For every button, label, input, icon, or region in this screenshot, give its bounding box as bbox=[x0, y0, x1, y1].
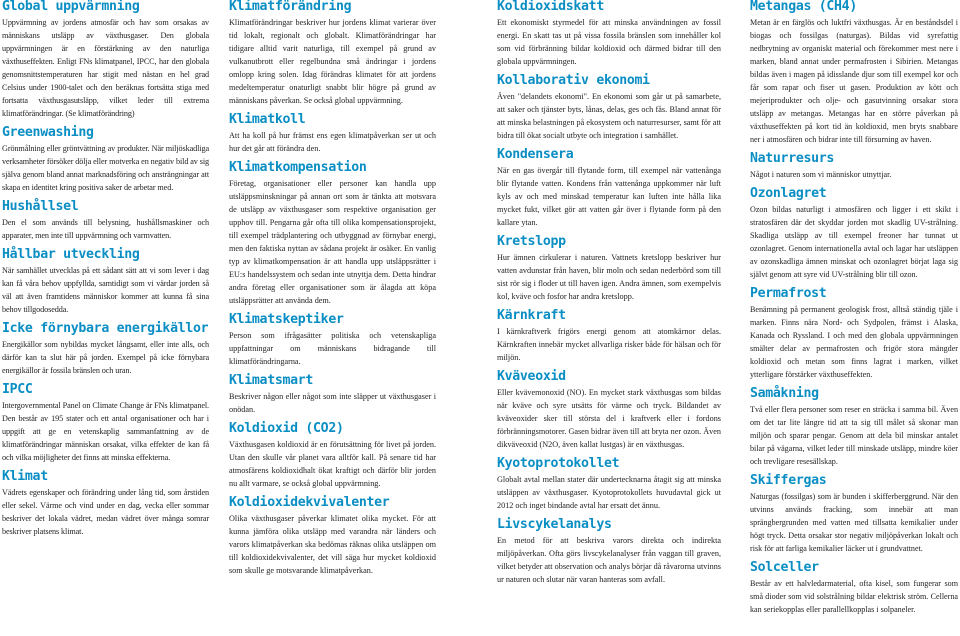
entry-text: I kärnkraftverk frigörs energi genom att atomkärnor delas. Kärnkraften innebär mycket allvarliga risker både för hälsan och för miljön. bbox=[497, 327, 721, 362]
entry-text: Benämning på permanent geologisk frost, alltså ständig tjäle i marken. Finns nära Nord- och Sydpolen, främst i Alaska, Kanada och Ryssland. I och med den globala uppvärmningen smälter delar av permafrosten och frigör stora mängder koldioxid och metan som finns lagrat i marken, vilket ytterligare förstärker växthuseffekten. bbox=[750, 305, 958, 379]
glossary-column-3 bbox=[497, 0, 721, 592]
entry-text: Ozon bildas naturligt i atmosfären och ligger i ett skikt i stratosfären där det skyddar jorden mot skadlig UV-strålning. Skadliga utsläpp av till exempel freoner har tunnat ut ozonlagret. Genom internationella avtal och lagar har utsläppen av ozonskadliga ämnen minskat och ozonlagret börjat laga sig självt genom att syre vid UV-strålning blir till ozon. bbox=[750, 205, 958, 279]
entry-title: Greenwashing bbox=[2, 125, 94, 140]
entry-title: Kretslopp bbox=[497, 234, 566, 249]
glossary-column-4 bbox=[750, 0, 958, 622]
glossary-entry bbox=[229, 374, 436, 416]
entry-title: Klimatkoll bbox=[229, 112, 306, 127]
entry-title: Koldioxidekvivalenter bbox=[229, 495, 390, 510]
glossary-column-2 bbox=[229, 0, 436, 583]
entry-title: Kondensera bbox=[497, 147, 574, 162]
entry-text: Att ha koll på hur främst ens egen klimatpåverkan ser ut och hur det går att förändra den. bbox=[229, 131, 436, 153]
glossary-entry bbox=[2, 126, 209, 194]
glossary-entry bbox=[497, 370, 721, 451]
glossary-entry bbox=[229, 422, 436, 490]
glossary-entry bbox=[750, 474, 958, 555]
glossary-entry bbox=[2, 248, 209, 316]
entry-text: Vädrets egenskaper och förändring under lång tid, som årstiden eller sekel. Värme och vind under en dag, vecka eller sommar beskriver det lokala vädret, medan vädret över många somrar beskriver platsens klimat. bbox=[2, 488, 209, 536]
glossary-entry bbox=[229, 496, 436, 577]
entry-title: Icke förnybara energikällor bbox=[2, 321, 209, 336]
glossary-entry bbox=[2, 322, 209, 377]
entry-title: Kärnkraft bbox=[497, 308, 566, 323]
entry-title: Skiffergas bbox=[750, 473, 827, 488]
entry-text: Den el som används till belysning, hushållsmaskiner och apparater, men inte till uppvärmning och varmvatten. bbox=[2, 218, 209, 240]
entry-text: Olika växthusgaser påverkar klimatet olika mycket. För att kunna jämföra olika utsläpp med varandra när länders och varors klimatpåverkan ska bedömas räknas olika utsläppen om till koldioxidekvivalenter, det vill säga hur mycket koldioxid som skulle ge motsvarande klimatpåverkan. bbox=[229, 514, 436, 575]
glossary-entry bbox=[229, 0, 436, 107]
entry-text: Består av ett halvledarmaterial, ofta kisel, som fungerar som små dioder som vid solstrålning bildar elektrisk ström. Cellerna kan seriekopplas eller parallellkopplas i solpaneler. bbox=[750, 579, 958, 614]
entry-title: Klimatsmart bbox=[229, 373, 314, 388]
entry-title: Klimat bbox=[2, 469, 48, 484]
glossary-entry bbox=[497, 148, 721, 229]
glossary-entry bbox=[497, 518, 721, 586]
entry-text: När en gas övergår till flytande form, till exempel när vattenånga blir flytande vatten. Kondens från vattenånga uppkommer när luft kyls av och med minskad temperatur kan luften inte hålla lika mycket fukt, vilket gör att vatten går över i flytande form på den kallare ytan. bbox=[497, 166, 721, 227]
entry-text: Intergovernmental Panel on Climate Change är FNs klimatpanel. Den består av 195 stater och ett antal organisationer och har i uppgift att ge en vetenskaplig sammanfattning av de klimatförändringar människan orsakat, vilka effekter de kan få och vilka möjligheter det finns att minska effekterna. bbox=[2, 401, 209, 462]
entry-text: Beskriver någon eller något som inte släpper ut växthusgaser i onödan. bbox=[229, 392, 436, 414]
entry-title: Metangas (CH4) bbox=[750, 0, 857, 14]
entry-title: Kyotoprotokollet bbox=[497, 456, 620, 471]
glossary-entry bbox=[229, 161, 436, 307]
entry-title: Kväveoxid bbox=[497, 369, 566, 384]
entry-title: Klimatförändring bbox=[229, 0, 352, 14]
entry-title: Permafrost bbox=[750, 286, 827, 301]
glossary-entry bbox=[2, 383, 209, 464]
entry-title: Hållbar utveckling bbox=[2, 247, 140, 262]
entry-text: Växthusgasen koldioxid är en förutsättning för livet på jorden. Utan den skulle vår planet vara alltför kall. På senare tid har atmosfärens koldioxidhalt ökat kraftigt och därför blir jorden nu allt varmare, se också global uppvärmning. bbox=[229, 440, 436, 488]
entry-title: Ozonlagret bbox=[750, 186, 827, 201]
glossary-entry bbox=[497, 457, 721, 512]
entry-title: Klimatkompensation bbox=[229, 160, 367, 175]
entry-title: Naturresurs bbox=[750, 151, 835, 166]
glossary-entry bbox=[750, 561, 958, 616]
entry-title: Livscykelanalys bbox=[497, 517, 612, 532]
entry-title: Solceller bbox=[750, 560, 819, 575]
glossary-entry bbox=[750, 287, 958, 381]
glossary-entry bbox=[750, 387, 958, 468]
glossary-entry bbox=[750, 0, 958, 146]
entry-text: Ett ekonomiskt styrmedel för att minska användningen av fossil energi. En skatt tas ut på vissa fossila bränslen som innehåller kol som vid förbränning bildar koldioxid och därmed bidrar till den globala uppvärmningen. bbox=[497, 18, 721, 66]
entry-title: IPCC bbox=[2, 382, 33, 397]
entry-text: Naturgas (fossilgas) som är bunden i skifferberggrund. När den utvinns används fracking, som innebär att man sprängbergrunden med vatten med tillsatta kemikalier under högt tryck. Detta orsakar stor negativ miljöpåverkan lokalt och risk för att farliga kemikalier läcker ut i grundvattnet. bbox=[750, 492, 958, 553]
glossary-column-1 bbox=[2, 0, 209, 544]
glossary-entry bbox=[750, 152, 958, 181]
entry-text: Grönmålning eller gröntvättning av produkter. När miljöskadliga verksamheter försöker dölja eller motverka en negativ bild av sig själva genom bland annat marknadsföring och ansträngningar att skapa en identitet kring positiva saker de arbetar med. bbox=[2, 144, 209, 192]
entry-title: Samåkning bbox=[750, 386, 819, 401]
entry-text: Person som ifrågasätter politiska och vetenskapliga uppfattningar om människans bidragande till klimatförändringarna. bbox=[229, 331, 436, 366]
glossary-entry bbox=[750, 187, 958, 281]
entry-title: Koldioxid (CO2) bbox=[229, 421, 344, 436]
entry-text: Eller kvävemonoxid (NO). En mycket stark växthusgas som bildas när kväve och syre utsätts för värme och tryck. Bildandet av kväveoxider sker till största del i kraftverk eller i fordons förbränningsmotorer. Gasen bidrar även till att bryta ner ozon. Även dikväveoxid (N2O, även kallat lustgas) är en växthusgas. bbox=[497, 388, 721, 449]
entry-text: Klimatförändringar beskriver hur jordens klimat varierar över tid lokalt, regionalt och globalt. Klimatförändringar har tidigare alltid varit naturliga, till exempel på grund av vulkanutbrott eller regelbundna små ändringar i jordens omlopp kring solen. Idag förändras klimatet för att jordens medeltemperatur onaturligt snabbt blir högre på grund av människans påverkan. Se också global uppvärmning. bbox=[229, 18, 436, 105]
entry-text: Något i naturen som vi människor utnyttjar. bbox=[750, 170, 892, 179]
entry-text: Globalt avtal mellan stater där undertecknarna åtagit sig att minska utsläppen av växthusgaser. Kyotoprotokollets huvudavtal gick ut 2012 och inget bindande avtal har ersatt det ännu. bbox=[497, 475, 721, 510]
entry-title: Kollaborativ ekonomi bbox=[497, 73, 650, 88]
glossary-entry bbox=[497, 235, 721, 303]
entry-text: Metan är en färglös och luktfri växthusgas. Är en beståndsdel i biogas och fossilgas (naturgas). Bildas vid syrefattig nedbrytning av organiskt material och förekommer mest nere i marken, bland annat under permafrosten i Sibirien. Metangas bildas även i magen på idisslande djur som till exempel kor och får som rapar och fiser ut gasen. Produktion av kött och mejeriprodukter och olje- och gasutvinning orsakar stora utsläpp av metangas. Metangas har en större påverkan på växthuseffekten på kort tid än koldioxid, men bryts snabbare ner i atmosfären och bidrar inte till försurning av haven. bbox=[750, 18, 958, 144]
entry-text: Företag, organisationer eller personer kan handla upp utsläppsminskningar på annan ort som är tänkta att motsvara de utsläpp av växthusgaser som respektive organisation ger upphov till. Pengarna går ofta till olika kompensationsprojekt, till exempel trädplantering och utbyggnad av förnybar energi, men den faktiska nyttan av sådana projekt är osäker. En vanlig typ av klimatkompensation är att handla upp utsläppsrätter i EU:s handelssystem och sedan inte utnyttja dem. Detta hindrar andra företag eller organisationer som är ålagda att köpa utsläppsrätter att använda dem. bbox=[229, 179, 436, 305]
glossary-entry bbox=[497, 0, 721, 68]
entry-title: Hushållsel bbox=[2, 199, 79, 214]
entry-text: Energikällor som nybildas mycket långsamt, eller inte alls, och därför kan ta slut här på jorden. Exempel på icke förnybara energikällor är fossila bränslen och uran. bbox=[2, 340, 209, 375]
entry-text: Även "delandets ekonomi". En ekonomi som går ut på samarbete, att saker och tjänster byts, lånas, delas, ges och fås. Bland annat för att minska belastningen på ekosystem och naturresurser, samt för att bidra till ökat socialt utbyte och integration i samhället. bbox=[497, 92, 721, 140]
entry-title: Koldioxidskatt bbox=[497, 0, 604, 14]
entry-text: Uppvärmning av jordens atmosfär och hav som orsakas av människans utsläpp av växthusgaser. Den globala uppvärmningen är en förstärkning av den naturliga växthuseffekten. Enligt FNs klimatpanel, IPCC, har den globala genomsnittstemperaturen har stigit med nästan en hel grad Celsius under 1900-talet och den beräknas fortsätta stiga med fortsatta växthusgasutsläpp, vilket leder till extrema klimatförändringar. (Se klimatförändring) bbox=[2, 18, 209, 118]
glossary-entry bbox=[2, 200, 209, 242]
entry-text: En metod för att beskriva varors direkta och indirekta miljöpåverkan. Ofta görs livscykelanalyser från vaggan till graven, vilket betyder att observation och analys börjar då råvarorna utvinns ur naturen och slutar när varan hanteras som avfall. bbox=[497, 536, 721, 584]
entry-title: Global uppvärmning bbox=[2, 0, 140, 14]
glossary-entry bbox=[2, 0, 209, 120]
entry-text: Två eller flera personer som reser en sträcka i samma bil. Även om det tar lite längre tid att ta sig till målet så skonar man miljön och sparar pengar. Genom att dela bil minskar antalet bilar på vägarna, vilket leder till minskade utsläpp, mindre köer och trevligare resesällskap. bbox=[750, 405, 958, 466]
glossary-entry bbox=[229, 313, 436, 368]
entry-title: Klimatskeptiker bbox=[229, 312, 344, 327]
entry-text: När samhället utvecklas på ett sådant sätt att vi som lever i dag kan få våra behov uppfyllda, samtidigt som vi värdar jorden så väl att även framtidens människor kommer att kunna få sina behov tillgodosedda. bbox=[2, 266, 209, 314]
glossary-entry bbox=[497, 309, 721, 364]
entry-text: Hur ämnen cirkulerar i naturen. Vattnets kretslopp beskriver hur vatten avdunstar från haven, blir moln och sedan nederbörd som till sist rör sig i floder ut till haven igen. Andra ämnen, som exempelvis kol, kväve och fosfor har andra kretslopp. bbox=[497, 253, 721, 301]
glossary-entry bbox=[229, 113, 436, 155]
glossary-entry bbox=[2, 470, 209, 538]
glossary-entry bbox=[497, 74, 721, 142]
